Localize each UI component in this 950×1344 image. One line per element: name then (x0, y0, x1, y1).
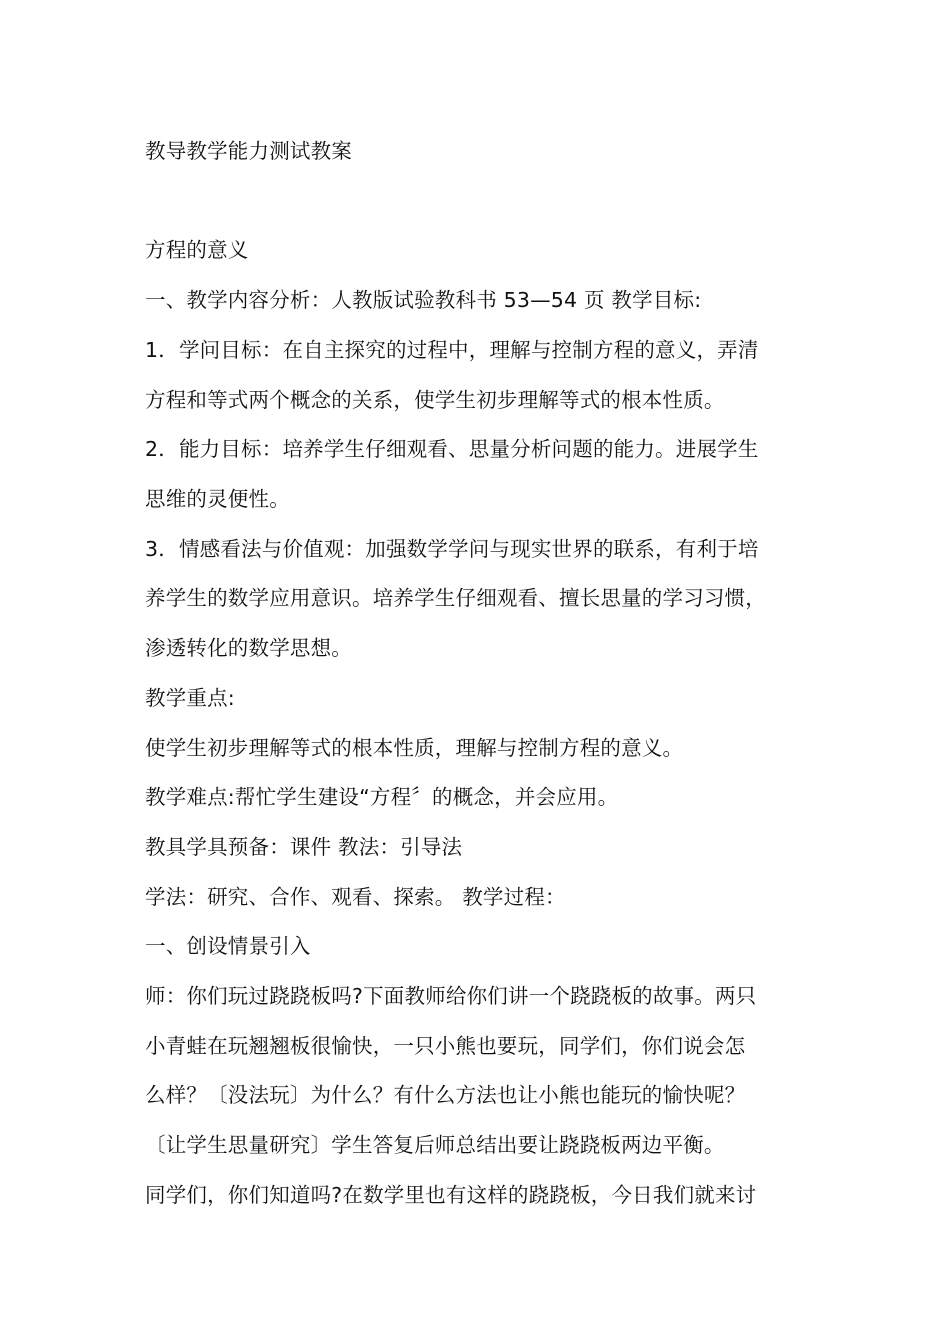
paragraph-line: 2．能力目标：培养学生仔细观看、思量分析问题的能力。进展学生 (145, 437, 759, 461)
paragraph-line: 一、创设情景引入 (145, 934, 311, 958)
paragraph-line: 〔让学生思量研究〕学生答复后师总结出要让跷跷板两边平衡。 (145, 1133, 725, 1157)
paragraph-line: 一、教学内容分析：人教版试验教科书 53—54 页 教学目标: (145, 288, 702, 312)
paragraph-line: 渗透转化的数学思想。 (145, 636, 352, 660)
paragraph-line: 3．情感看法与价值观：加强数学学问与现实世界的联系，有利于培 (145, 537, 759, 561)
paragraph-line: 1．学问目标：在自主探究的过程中，理解与控制方程的意义，弄清 (145, 338, 759, 362)
paragraph-line: 养学生的数学应用意识。培养学生仔细观看、擅长思量的学习习惯， (145, 586, 766, 610)
document-title: 教导教学能力测试教案 (145, 139, 352, 163)
paragraph-line: 教学难点:帮忙学生建设“方程〞的概念，并会应用。 (145, 785, 619, 809)
paragraph-line: 方程和等式两个概念的关系，使学生初步理解等式的根本性质。 (145, 388, 725, 412)
paragraph-line: 师：你们玩过跷跷板吗?下面教师给你们讲一个跷跷板的故事。两只 (145, 984, 757, 1008)
paragraph-line: 学法：研究、合作、观看、探索。 教学过程： (145, 885, 566, 909)
paragraph-line: 么样？〔没法玩〕为什么？有什么方法也让小熊也能玩的愉快呢？ (145, 1083, 746, 1107)
paragraph-line: 教具学具预备：课件 教法：引导法 (145, 835, 463, 859)
paragraph-line: 同学们，你们知道吗?在数学里也有这样的跷跷板，今日我们就来讨 (145, 1183, 757, 1207)
section-heading: 方程的意义 (145, 238, 249, 262)
paragraph-line: 思维的灵便性。 (145, 487, 290, 511)
paragraph-line: 小青蛙在玩翘翘板很愉快，一只小熊也要玩，同学们，你们说会怎 (145, 1034, 746, 1058)
paragraph-line: 使学生初步理解等式的根本性质，理解与控制方程的意义。 (145, 736, 684, 760)
paragraph-line: 教学重点: (145, 686, 235, 710)
